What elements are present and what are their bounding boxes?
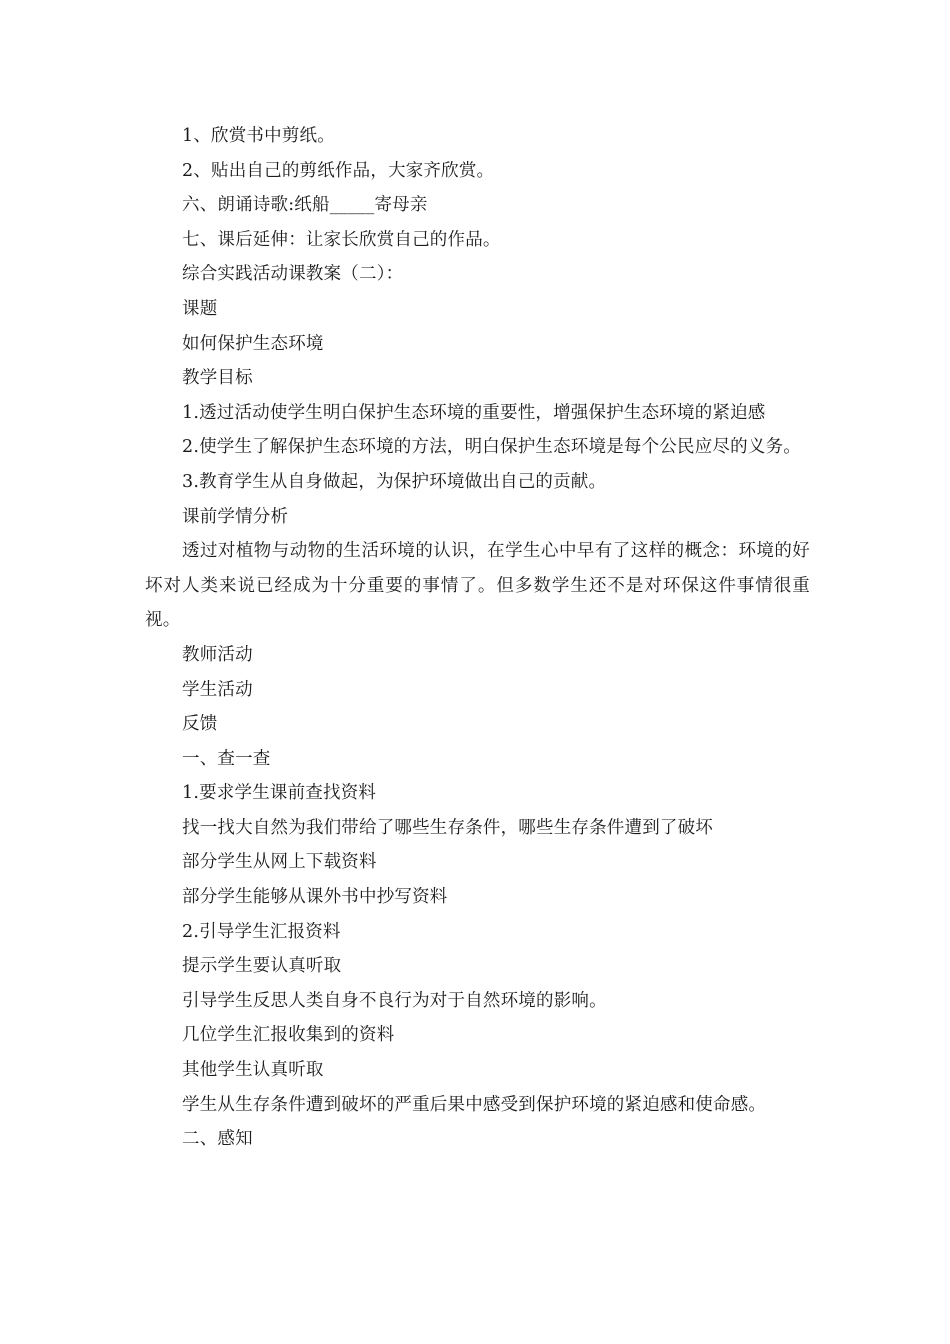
label-feedback: 反馈: [182, 714, 218, 735]
goal-item-3: 3.教育学生从自身做起，为保护环境做出自己的贡献。: [182, 471, 607, 492]
paragraph-after-class: 七、课后延伸：让家长欣赏自己的作品。: [182, 229, 501, 250]
heading-check: 一、查一查: [182, 748, 271, 769]
paragraph-post-works: 2、贴出自己的剪纸作品，大家齐欣赏。: [182, 160, 495, 181]
others-listen: 其他学生认真听取: [182, 1060, 324, 1081]
analysis-text: 透过对植物与动物的生活环境的认识，在学生心中早有了这样的概念：环境的好坏对人类来说已经成为十分重要的事情了。但多数学生还不是对环保这件事情很重视。: [145, 541, 810, 631]
heading-pre-class-analysis: 课前学情分析: [182, 506, 289, 527]
step-1-detail: 找一找大自然为我们带给了哪些生存条件，哪些生存条件遭到了破坏: [182, 817, 713, 838]
student-copy-books: 部分学生能够从课外书中抄写资料: [182, 887, 448, 908]
label-teacher-activity: 教师活动: [182, 644, 253, 665]
students-feel-urgency: 学生从生存条件遭到破坏的严重后果中感受到保护环境的紧迫感和使命感。: [182, 1094, 767, 1115]
document-body: [145, 119, 810, 1157]
student-download: 部分学生从网上下载资料: [182, 852, 377, 873]
paragraph-recite-poem: 六、朗诵诗歌:纸船_____寄母亲: [182, 195, 428, 216]
paragraph-appreciate-papercut: 1、欣赏书中剪纸。: [182, 126, 335, 146]
heading-perceive: 二、感知: [182, 1129, 253, 1150]
heading-topic: 课题: [182, 298, 218, 319]
topic-text: 如何保护生态环境: [182, 333, 324, 354]
students-report: 几位学生汇报收集到的资料: [182, 1025, 395, 1046]
label-student-activity: 学生活动: [182, 679, 253, 700]
prompt-listen: 提示学生要认真听取: [182, 956, 342, 977]
guide-reflect: 引导学生反思人类自身不良行为对于自然环境的影响。: [182, 990, 607, 1011]
step-1-find-materials: 1.要求学生课前查找资料: [182, 783, 377, 804]
step-2-report: 2.引导学生汇报资料: [182, 921, 341, 942]
goal-item-1: 1.透过活动使学生明白保护生态环境的重要性，增强保护生态环境的紧迫感: [182, 402, 766, 423]
section-title-lesson-plan-2: 综合实践活动课教案（二）：: [182, 264, 404, 285]
goal-item-2: 2.使学生了解保护生态环境的方法，明白保护生态环境是每个公民应尽的义务。: [182, 437, 801, 458]
heading-teaching-goals: 教学目标: [182, 368, 253, 389]
